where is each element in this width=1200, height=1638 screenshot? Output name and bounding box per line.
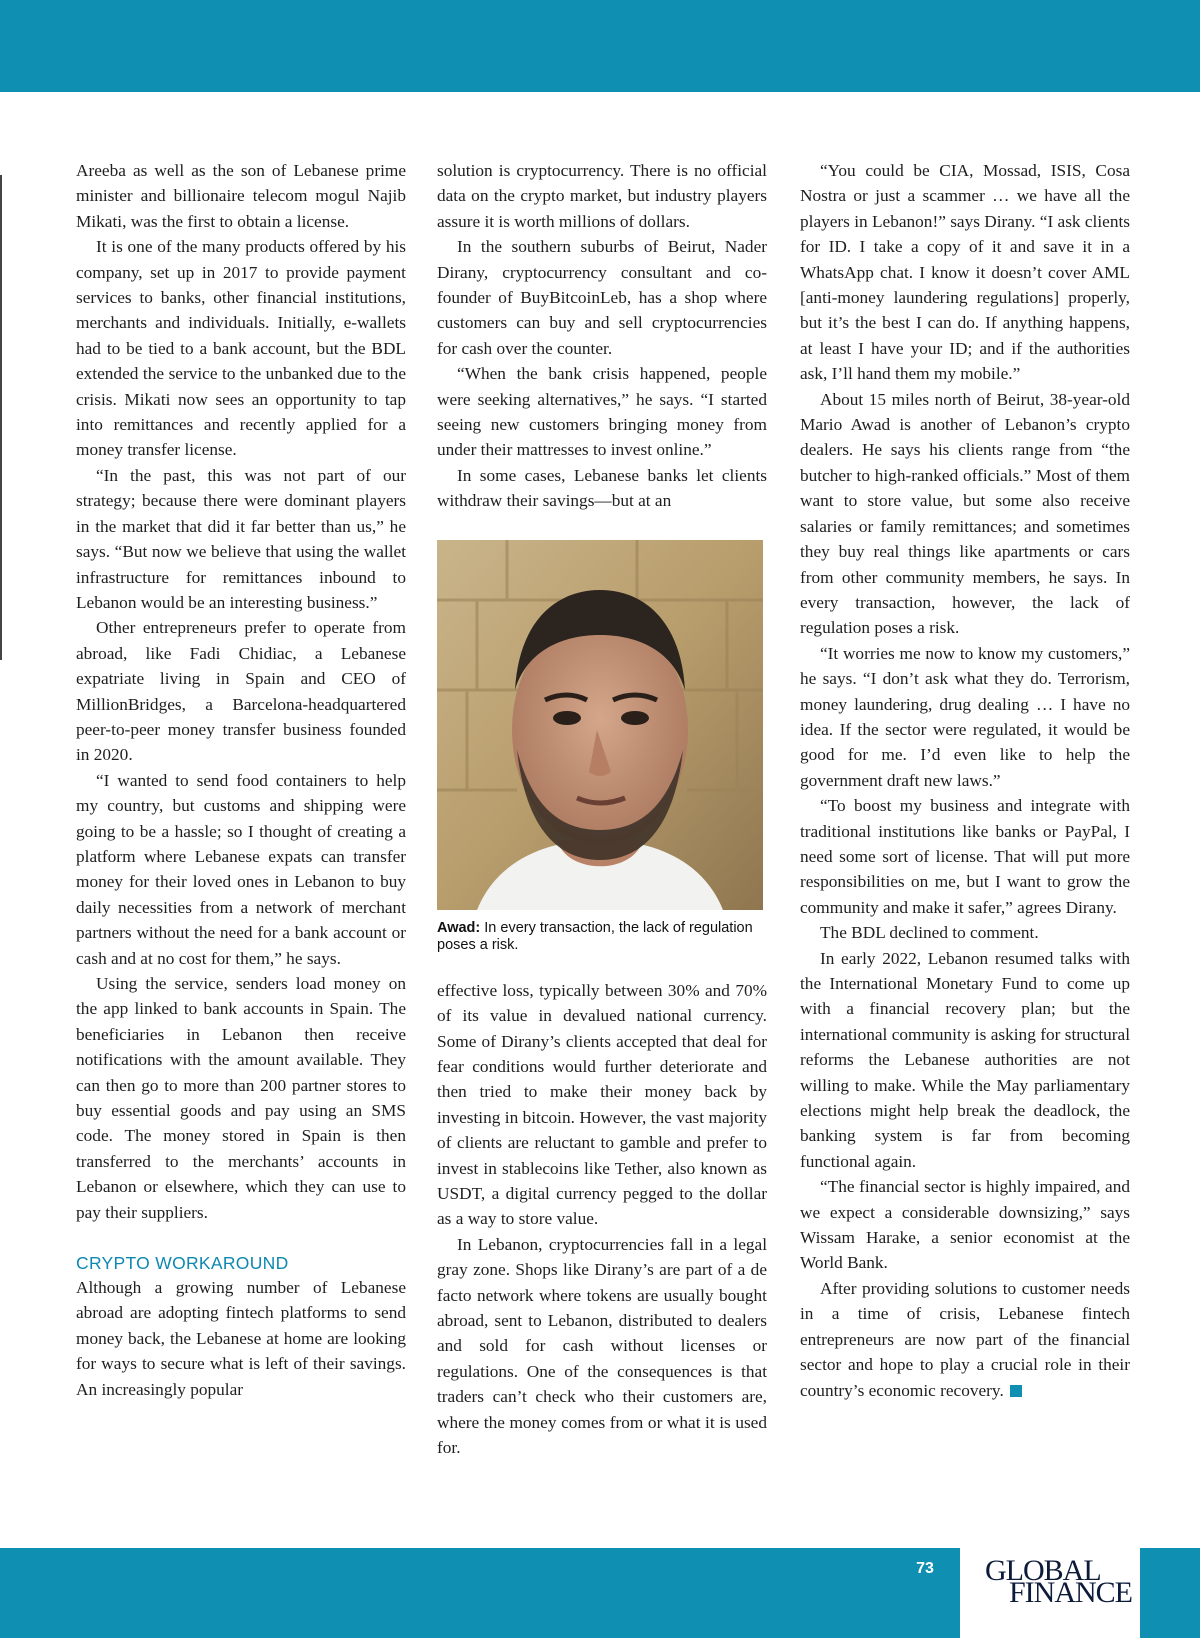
paragraph: In some cases, Lebanese banks let clients withdraw their savings—but at an xyxy=(437,465,767,511)
paragraph: solution is cryptocurrency. There is no official data on the crypto market, but industry players assure it is worth millions of dollars. xyxy=(437,161,767,231)
paragraph: In early 2022, Lebanon resumed talks with the International Monetary Fund to come up with a financial recovery plan; but the international community is asking for structural reforms the Lebanese authorities are not willing to make. While the May parliamentary elections might help break the deadlock, the banking system is far from becoming functional again. xyxy=(800,948,1130,1171)
paragraph: Areeba as well as the son of Lebanese prime minister and billionaire telecom mogul Najib Mikati, was the first to obtain a license. xyxy=(76,161,406,231)
portrait-photo xyxy=(437,540,763,910)
article-column-2 xyxy=(437,158,767,1460)
paragraph: “When the bank crisis happened, people were seeking alternatives,” he says. “I started seeing new customers bringing money from under their mattresses to invest online.” xyxy=(437,364,767,460)
paragraph: effective loss, typically between 30% and 70% of its value in devalued national currency. Some of Dirany’s clients accepted that deal for fear conditions would further deteriorate and then tried to make their money back by investing in bitcoin. However, the vast majority of clients are reluctant to gamble and prefer to invest in stablecoins like Tether, also known as USDT, a digital currency pegged to the dollar as a way to store value. xyxy=(437,980,767,1229)
paragraph: In the southern suburbs of Beirut, Nader Dirany, cryptocurrency consultant and co-founder of BuyBitcoinLeb, has a shop where customers can buy and sell cryptocurrencies for cash over the counter. xyxy=(437,237,767,358)
paragraph: About 15 miles north of Beirut, 38-year-old Mario Awad is another of Lebanon’s crypto dealers. He says his clients range from “the butcher to high-ranked officials.” Most of them want to store value, but some also receive salaries or family remittances; and sometimes they buy real things like apartments or cars from other community members, he says. In every transaction, however, the lack of regulation poses a risk. xyxy=(800,389,1130,638)
paragraph-text: After providing solutions to customer needs in a time of crisis, Lebanese fintech entrepreneurs are now part of the financial sector and hope to play a crucial role in their country’s economic recovery. xyxy=(800,1278,1130,1400)
logo-line-1: GLOBAL xyxy=(985,1554,1101,1587)
global-finance-logo xyxy=(985,1556,1135,1608)
top-banner xyxy=(0,0,1200,92)
paragraph: “I wanted to send food containers to help my country, but customs and shipping were going to be a hassle; so I thought of creating a platform where Lebanese expats can transfer money for their loved ones in Lebanon to buy daily necessities from a network of merchant partners without the need for a bank account or cash and at no cost for them,” he says. xyxy=(76,770,406,968)
paragraph: “To boost my business and integrate with traditional institutions like banks or PayPal, I need some sort of license. That will put more responsibilities on me, but I want to grow the community and make it safer,” agrees Dirany. xyxy=(800,796,1130,917)
end-of-article-mark xyxy=(1010,1385,1022,1397)
paragraph: Although a growing number of Lebanese abroad are adopting fintech platforms to send money back, the Lebanese at home are looking for ways to secure what is left of their savings. An increasingly popular xyxy=(76,1278,406,1399)
paragraph: It is one of the many products offered by his company, set up in 2017 to provide payment services to banks, other financial institutions, merchants and individuals. Initially, e-wallets had to be tied to a bank account, but the BDL extended the service to the unbanked due to the crisis. Mikati now sees an opportunity to tap into remittances and recently applied for a money transfer license. xyxy=(76,237,406,460)
article-column-1 xyxy=(76,158,406,1402)
photo-caption xyxy=(437,920,767,954)
caption-name: Awad: xyxy=(437,919,481,936)
paragraph: Using the service, senders load money on the app linked to bank accounts in Spain. The beneficiaries in Lebanon then receive notifications with the amount available. They can then go to more than 200 partner stores to buy essential goods and pay using an SMS code. The money stored in Spain is then transferred to the merchants’ accounts in Lebanon or elsewhere, which they can use to pay their suppliers. xyxy=(76,974,406,1222)
paragraph: “In the past, this was not part of our strategy; because there were dominant players in the market that did it far better than us,” he says. “But now we believe that using the wallet infrastructure for remittances inbound to Lebanon would be an interesting business.” xyxy=(76,465,406,612)
paragraph: “The financial sector is highly impaired, and we expect a considerable downsizing,” says Wissam Harake, a senior economist at the World Bank. xyxy=(800,1177,1130,1273)
page-number: 73 xyxy=(916,1560,934,1577)
section-subhead: CRYPTO WORKAROUND xyxy=(76,1253,289,1274)
paragraph: “You could be CIA, Mossad, ISIS, Cosa Nostra or just a scammer … we have all the players in Lebanon!” says Dirany. “I ask clients for ID. I take a copy of it and save it in a WhatsApp chat. I know it doesn’t cover AML [anti-money laundering regulations] properly, but it’s the best I can do. If anything happens, at least I have your ID; and if the authorities ask, I’ll hand them my mobile.” xyxy=(800,161,1130,384)
paragraph xyxy=(800,1276,1130,1403)
paragraph: “It worries me now to know my customers,” he says. “I don’t ask what they do. Terrorism, money laundering, drug dealing … I have no idea. If the sector were regulated, it would be good for me. I’d even like to help the government draft new laws.” xyxy=(800,643,1130,790)
article-column-3 xyxy=(800,158,1130,1403)
paragraph: Other entrepreneurs prefer to operate from abroad, like Fadi Chidiac, a Lebanese expatriate living in Spain and CEO of MillionBridges, a Barcelona-headquartered peer-to-peer money transfer business founded in 2020. xyxy=(76,618,406,765)
paragraph: The BDL declined to comment. xyxy=(820,923,1039,943)
caption-text: In every transaction, the lack of regulation poses a risk. xyxy=(437,919,753,953)
paragraph: In Lebanon, cryptocurrencies fall in a legal gray zone. Shops like Dirany’s are part of a de facto network where tokens are usually bought abroad, sent to Lebanon, distributed to dealers and sold for cash without licenses or regulations. One of the consequences is that traders can’t check who their customers are, where the money comes from or what it is used for. xyxy=(437,1234,767,1457)
logo-line-2: FINANCE xyxy=(1009,1576,1133,1609)
page-edge-line xyxy=(0,175,2,660)
